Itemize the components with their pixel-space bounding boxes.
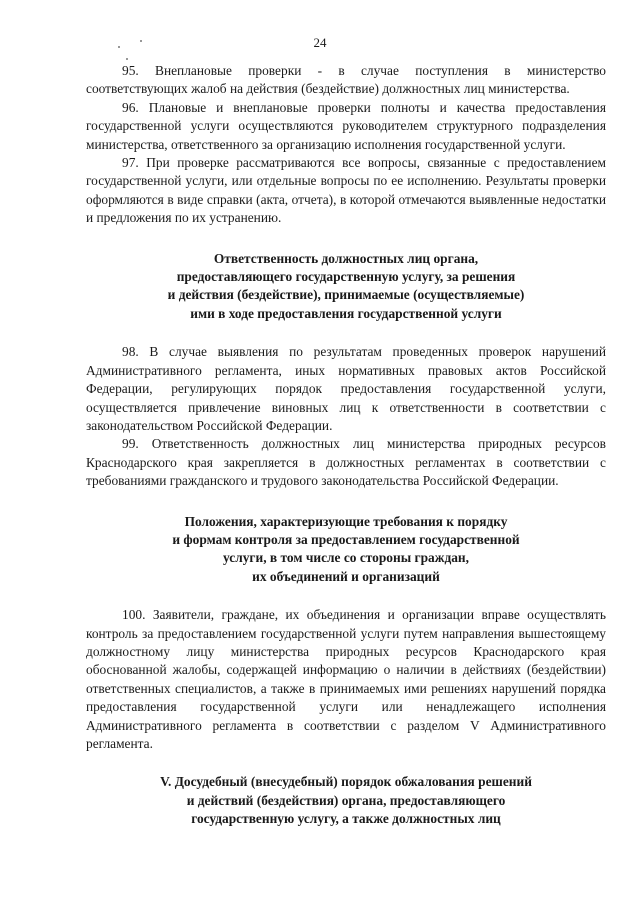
section-heading-control-provisions — [86, 513, 606, 587]
heading-line: и формам контроля за предоставлением государственной — [172, 531, 520, 547]
heading-line: и действий (бездействия) органа, предоставляющего — [186, 792, 506, 808]
heading-line: ими в ходе предоставления государственной услуги — [190, 305, 502, 321]
section-heading-responsibility — [86, 250, 606, 324]
paragraph-95: 95. Внеплановые проверки - в случае поступления в министерство соответствующих жалоб на действия (бездействие) должностных лиц министерства. — [86, 63, 606, 97]
paragraph-96: 96. Плановые и внеплановые проверки полноты и качества предоставления государственной услуги осуществляются руководителем структурного подразделения министерства, ответственного за организацию исполнения государственной услуги. — [86, 99, 606, 152]
heading-line: Ответственность должностных лиц органа, — [213, 250, 479, 266]
paragraph-97: 97. При проверке рассматриваются все вопросы, связанные с предоставлением государственной услуги, или отдельные вопросы по ее исполнению. Результаты проверки оформляются в виде справки (акта, отчета), в которой отмечаются выявленные недостатки и предложения по их устранению. — [86, 155, 606, 226]
paragraph-99: 99. Ответственность должностных лиц министерства природных ресурсов Краснодарского края закрепляется в должностных регламентах в соответствии с требованиями гражданского и трудового законодательства Российской Федерации. — [86, 436, 606, 489]
heading-line: услуги, в том числе со стороны граждан, — [223, 550, 469, 566]
heading-line: государственную услугу, а также должностных лиц — [191, 811, 501, 827]
document-body — [86, 62, 606, 829]
paragraph-group-3 — [86, 606, 606, 753]
scan-speck — [126, 58, 128, 60]
heading-line: их объединений и организаций — [252, 568, 440, 584]
paragraph-100: 100. Заявители, граждане, их объединения и организации вправе осуществлять контроль за предоставлением государственной услуги путем направления вышестоящему должностному лицу министерства природных ресурсов Краснодарского края обоснованной жалобы, содержащей информацию о наличии в действиях (бездействии) ответственных специалистов, а также в принимаемых ими решениях нарушений порядка предоставления государственной услуги или ненадлежащего исполнения Административного регламента в соответствии с разделом V Административного регламента. — [86, 607, 606, 751]
heading-line: предоставляющего государственную услугу, за решения — [176, 269, 516, 285]
section-heading-appeal — [86, 773, 606, 828]
heading-line: V. Досудебный (внесудебный) порядок обжалования решений — [160, 774, 532, 790]
paragraph-group-2 — [86, 343, 606, 490]
page-number: 24 — [313, 35, 327, 50]
heading-line: и действия (бездействие), принимаемые (осуществляемые) — [167, 287, 525, 303]
paragraph-98: 98. В случае выявления по результатам проведенных проверок нарушений Административного регламента, иных нормативных правовых актов Российской Федерации, регулирующих порядок предоставления государственной услуги, осуществляется привлечение виновных лиц к ответственности в соответствии с законодательством Российской Федерации. — [86, 344, 606, 433]
paragraph-group-1 — [86, 62, 606, 228]
heading-line: Положения, характеризующие требования к порядку — [184, 513, 508, 529]
